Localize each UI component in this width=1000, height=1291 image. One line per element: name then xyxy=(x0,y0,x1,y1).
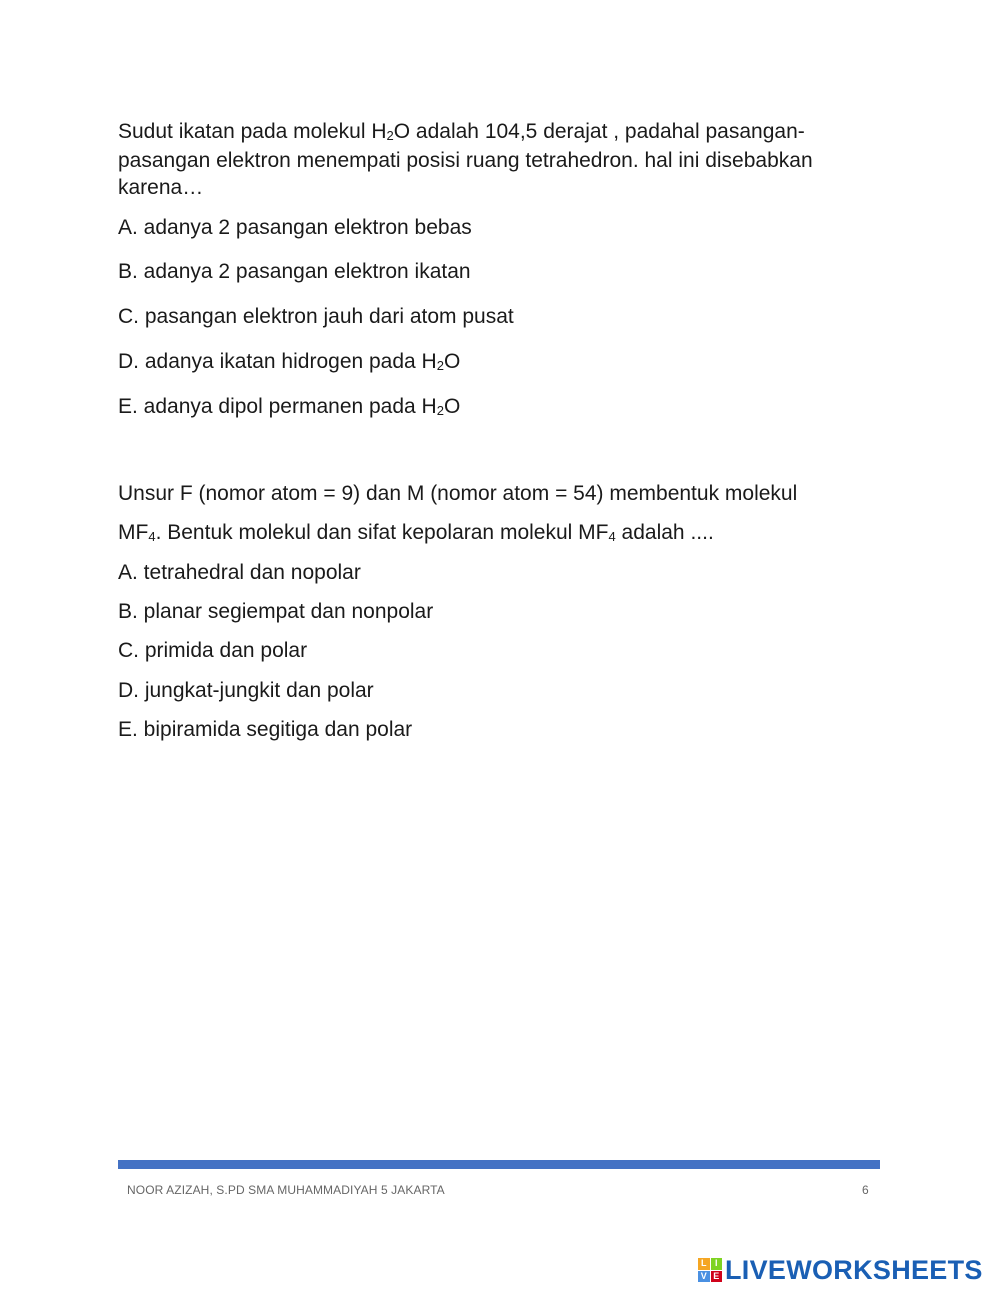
question-2-option-b[interactable] xyxy=(118,599,433,625)
question-2-option-c[interactable] xyxy=(118,638,307,664)
stem-text-b: O adalah 104,5 derajat , padahal pasangan-pasangan elektron menempati posisi ruang tetrahedron. hal ini disebabkan karena… xyxy=(118,120,813,199)
page-number: 6 xyxy=(862,1183,869,1197)
option-label: A. adanya 2 pasangan elektron bebas xyxy=(118,216,472,239)
subscript: 2 xyxy=(436,403,444,419)
liveworksheets-brand[interactable] xyxy=(698,1253,983,1287)
brand-name: LIVEWORKSHEETS xyxy=(725,1254,983,1285)
question-1-option-e[interactable] xyxy=(118,394,460,422)
option-label: A. tetrahedral dan nopolar xyxy=(118,561,361,584)
stem-text-a: Sudut ikatan pada molekul H xyxy=(118,120,387,143)
stem-text: . Bentuk molekul dan sifat kepolaran molekul MF xyxy=(155,521,609,544)
logo-letter: V xyxy=(698,1271,710,1283)
option-label: D. adanya ikatan hidrogen pada H xyxy=(118,350,437,373)
option-tail: O xyxy=(443,350,461,373)
footer-rule xyxy=(118,1160,880,1169)
logo-letter: E xyxy=(711,1271,723,1283)
question-1-stem xyxy=(118,118,888,201)
question-1-option-a[interactable] xyxy=(118,215,472,241)
question-1-option-b[interactable] xyxy=(118,259,471,285)
option-label: B. planar segiempat dan nonpolar xyxy=(118,600,434,623)
question-1-option-c[interactable] xyxy=(118,304,514,330)
liveworksheets-logo-icon xyxy=(698,1258,722,1282)
option-label: D. jungkat-jungkit dan polar xyxy=(118,679,374,702)
question-2-option-a[interactable] xyxy=(118,560,361,586)
option-label: E. adanya dipol permanen pada H xyxy=(118,395,437,418)
question-2-option-e[interactable] xyxy=(118,717,412,743)
question-2-stem-line-1: Unsur F (nomor atom = 9) dan M (nomor atom = 54) membentuk molekul xyxy=(118,482,798,505)
option-label: C. primida dan polar xyxy=(118,639,308,662)
subscript: 2 xyxy=(436,358,444,374)
subscript: 4 xyxy=(608,529,616,545)
option-label: E. bipiramida segitiga dan polar xyxy=(118,718,413,741)
subscript: 4 xyxy=(148,529,156,545)
question-2-stem-line-2 xyxy=(118,520,714,548)
option-tail: O xyxy=(443,395,461,418)
logo-letter: L xyxy=(698,1258,710,1270)
question-1-option-d[interactable] xyxy=(118,349,460,377)
question-2-option-d[interactable] xyxy=(118,678,374,704)
subscript: 2 xyxy=(386,128,394,144)
stem-text: MF xyxy=(118,521,149,544)
logo-letter: I xyxy=(711,1258,723,1270)
stem-text: adalah .... xyxy=(615,521,714,544)
option-label: C. pasangan elektron jauh dari atom pusat xyxy=(118,305,514,328)
option-label: B. adanya 2 pasangan elektron ikatan xyxy=(118,260,471,283)
footer-author: NOOR AZIZAH, S.PD SMA MUHAMMADIYAH 5 JAKARTA xyxy=(127,1183,445,1197)
